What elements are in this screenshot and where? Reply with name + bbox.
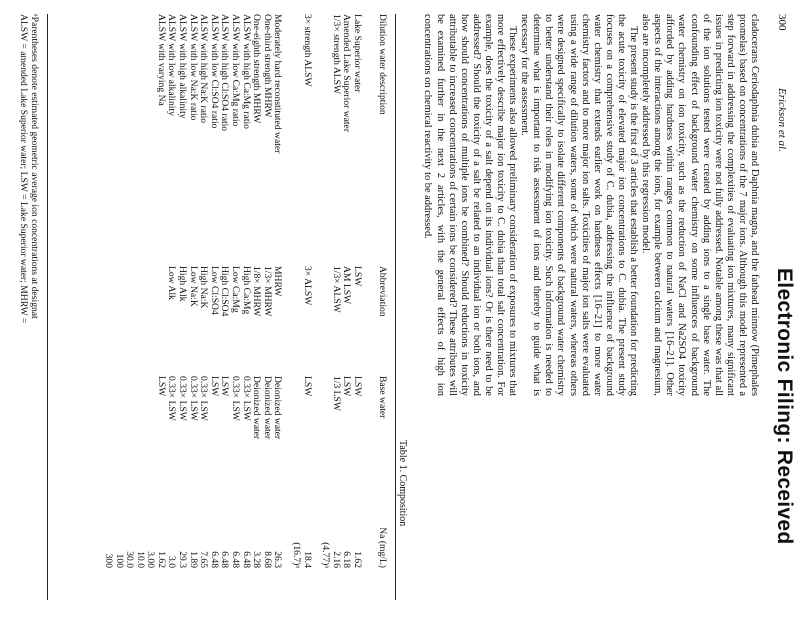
cell-description: Amended Lake Superior water [341, 14, 353, 133]
cell-abbreviation: Low Ca:Mg [230, 266, 242, 313]
cell-description: ALSW with low alkalinity [166, 14, 178, 116]
table-row [145, 14, 156, 604]
cell-description [113, 14, 124, 266]
composition-table [102, 14, 388, 604]
table-row [301, 14, 312, 604]
table-row [219, 14, 230, 604]
cell-abbreviation: MHRW [272, 266, 284, 297]
cell-abbreviation [124, 266, 135, 376]
cell-base-water [124, 376, 135, 488]
table-row [290, 14, 301, 604]
electronic-filing-stamp: Electronic Filing: Received [773, 268, 796, 545]
cell-na: 30.0 [124, 551, 136, 568]
table-row [208, 14, 219, 604]
table-top-rule [395, 14, 396, 600]
cell-abbreviation: High Ca:Mg [240, 266, 252, 315]
cell-na: 6.18 [341, 551, 353, 568]
table-row [134, 14, 145, 604]
page-number: 300 [776, 14, 788, 31]
cell-base-water: Deionized water [251, 376, 263, 440]
table-row [187, 14, 198, 604]
cell-na: 6.48 [230, 551, 242, 568]
table-row [272, 14, 283, 604]
article-body [421, 14, 760, 396]
cell-abbreviation [290, 266, 301, 376]
cell-description: ALSW with low Na:K ratio [187, 14, 199, 121]
cell-na: 10.0 [134, 551, 146, 568]
cell-base-water [113, 376, 124, 488]
cell-base-water: 0.33× LSW [230, 376, 242, 421]
cell-description [320, 14, 331, 266]
footnote-line: ALSW = amended Lake Superior water; LSW = Lake Superior water; MHRW = [18, 14, 29, 324]
paragraph: These experiments also allowed preliminary consideration of exposures to mixtures that more effectively describe major ion toxicity to C. dubia than total salt concentration. For example, does the toxicity of a salt depend on its individual ions? Or is there need to be addressed? Should the toxicity of a salt be related to an individual ion or both ions, and how should concentrations of multiple ions be combined? Should reductions in toxicity attributable to increased concentrations of certain ions be considered? These attributes will be examined further in the next 2 articles, with the general effects of high ion concentrations on chemical reactivity to be addressed. [422, 14, 519, 396]
header-base-water: Base water [377, 376, 388, 419]
cell-na: 2.16 [330, 551, 342, 568]
running-author: Erickson et al. [776, 88, 788, 152]
cell-na: 7.65 [198, 551, 210, 568]
table-row [251, 14, 262, 604]
table-row [351, 14, 362, 604]
cell-description: ALSW with varying Na [155, 14, 167, 106]
cell-base-water: 0.33× LSW [177, 376, 189, 421]
table-row [341, 14, 352, 604]
table-title: Table 1. Composition [397, 440, 408, 527]
cell-description: ALSW with high Na:K ratio [198, 14, 210, 124]
cell-description: ALSW with low Ca:Mg ratio [230, 14, 242, 127]
cell-na: 8.68 [261, 551, 273, 568]
cell-abbreviation: High Cl:SO4 [219, 266, 231, 317]
cell-na: 1.62 [352, 551, 363, 568]
table-row [261, 14, 272, 604]
cell-description [290, 14, 301, 266]
cell-abbreviation [134, 266, 145, 376]
cell-na: 18.4 [301, 551, 313, 568]
table-row [155, 14, 166, 604]
cell-base-water: LSW [352, 376, 363, 397]
cell-base-water: 0.33× LSW [166, 376, 178, 421]
cell-description: 1/3× strength ALSW [330, 14, 342, 95]
cell-base-water: LSW [219, 376, 231, 397]
paragraph: The present study is the first of 3 articles that establish a better foundation for predicting the acute toxicity of elevated major ion concentrations to C. dubia. The present study focuses on a comprehensive study of C. dubia, addressing the influence of background water chemistry that extends earlier work on hardness effects [16–21] to more water chemistry factors and to more major ion salts. Toxicities of major ion salts were evaluated using a wide range of dilution waters, some of which were natural waters, whereas others were designed specifically to isolate different components of background water chemistry to better understand their roles in modifying ion toxicity. Such information is needed to determine what is important to risk assessment of ions and thereby to guide what is necessary for the assessment. [519, 14, 640, 396]
table-row [177, 14, 188, 604]
cell-description: Moderately hard reconstituted water [272, 14, 284, 154]
cell-abbreviation: 1/3× ALSW [330, 266, 342, 313]
cell-na: 6.48 [219, 551, 231, 568]
cell-base-water [134, 376, 145, 488]
cell-na: 300 [102, 553, 114, 568]
cell-base-water: Deionized water [272, 376, 284, 440]
cell-description: One-third strength MHRW [261, 14, 273, 118]
cell-base-water: Deionized water [261, 376, 273, 440]
cell-description: ALSW with high Cl:SO4 ratio [219, 14, 231, 132]
table-body [102, 14, 362, 604]
paragraph: cladocerans Ceriodaphnia dubia and Daphnia magna, and the fathead minnow (Pimephales promelas) based on concentrations of the 7 major ions. Although this model represented a step forward in addressing the complexities of evaluating ion mixtures, many significant issues in predicting ion toxicity were not fully addressed. Notable among these was that all of the ion solutions tested were created by adding ions to a single base water. The confounding effect of background water chemistry on some influences of background water chemistry on ion toxicity, such as the reduction of NaCl and Na2SO4 toxicity afforded by adding hardness within ranges common to natural waters [16–21]. Other aspects of the interactions among the ions, for example between calcium and magnesium, also are incompletely addressed by this regression model. [640, 14, 760, 396]
header-description: Dilution water description [377, 14, 388, 115]
cell-description: ALSW with high alkalinity [177, 14, 189, 119]
header-na: Na (mg/L) [377, 527, 388, 568]
cell-na: 3.0 [166, 556, 178, 568]
table-row [240, 14, 251, 604]
cell-base-water: LSW [341, 376, 353, 397]
cell-base-water: 1/3 LSW [330, 376, 342, 411]
cell-description [145, 14, 156, 266]
cell-abbreviation [102, 266, 113, 376]
cell-na: 6.48 [208, 551, 220, 568]
table-row [102, 14, 113, 604]
cell-abbreviation: 1/8× MHRW [251, 266, 263, 317]
cell-description [134, 14, 145, 266]
cell-base-water: LSW [155, 376, 167, 397]
cell-base-water [290, 376, 301, 488]
cell-abbreviation: 1/3× MHRW [261, 266, 273, 317]
cell-abbreviation: AM LSW [341, 266, 353, 305]
table-row [113, 14, 124, 604]
cell-abbreviation [145, 266, 156, 376]
cell-abbreviation: LSW [352, 266, 363, 287]
cell-na: 3.00 [145, 551, 157, 568]
cell-abbreviation [320, 266, 331, 376]
cell-na: 1.89 [187, 551, 199, 568]
header-abbreviation: Abbreviation [377, 266, 388, 317]
cell-description [102, 14, 113, 266]
cell-na: 6.48 [240, 551, 252, 568]
cell-description [124, 14, 135, 266]
cell-base-water: 0.33× LSW [198, 376, 210, 421]
cell-abbreviation: Low Alk [166, 266, 178, 300]
table-bottom-rule [47, 14, 48, 600]
table-row [166, 14, 177, 604]
cell-base-water [102, 376, 113, 488]
cell-base-water [320, 376, 331, 488]
table-row [229, 14, 240, 604]
table-footnote [18, 14, 40, 604]
cell-na: 1.62 [155, 551, 167, 568]
cell-na: (16.7)ᵃ [291, 542, 303, 568]
cell-description: One-eighth strength MHRW [251, 14, 263, 124]
cell-base-water [145, 376, 156, 488]
cell-abbreviation [155, 266, 166, 376]
table-row [330, 14, 341, 604]
cell-base-water: 0.33× LSW [187, 376, 199, 421]
cell-na: 26.3 [272, 551, 284, 568]
cell-abbreviation: 3× ALSW [301, 266, 313, 306]
table-header-row [362, 14, 388, 604]
cell-base-water: LSW [301, 376, 313, 397]
cell-na: (4.77)ᵃ [320, 542, 332, 568]
cell-description: ALSW with low Cl:SO4 ratio [208, 14, 220, 129]
cell-abbreviation: High Na:K [198, 266, 210, 309]
cell-na: 29.3 [177, 551, 189, 568]
cell-na: 3.28 [251, 551, 263, 568]
cell-description: ALSW with high Ca:Mg ratio [240, 14, 252, 129]
cell-base-water: LSW [208, 376, 220, 397]
table-row [198, 14, 209, 604]
table-row [320, 14, 331, 604]
page-header [768, 0, 794, 618]
cell-base-water: 0.33× LSW [240, 376, 252, 421]
cell-na: 100 [113, 553, 125, 568]
footnote-line: ᵃParentheses denote estimated geometric average ion concentrations at designat [29, 14, 40, 319]
cell-abbreviation [113, 266, 124, 376]
cell-abbreviation: Low Cl:SO4 [208, 266, 220, 315]
cell-description: 3× strength ALSW [301, 14, 313, 87]
cell-description: Lake Superior water [352, 14, 363, 93]
table-row [124, 14, 135, 604]
cell-abbreviation: High Alk [177, 266, 189, 302]
cell-abbreviation: Low Na:K [187, 266, 199, 307]
